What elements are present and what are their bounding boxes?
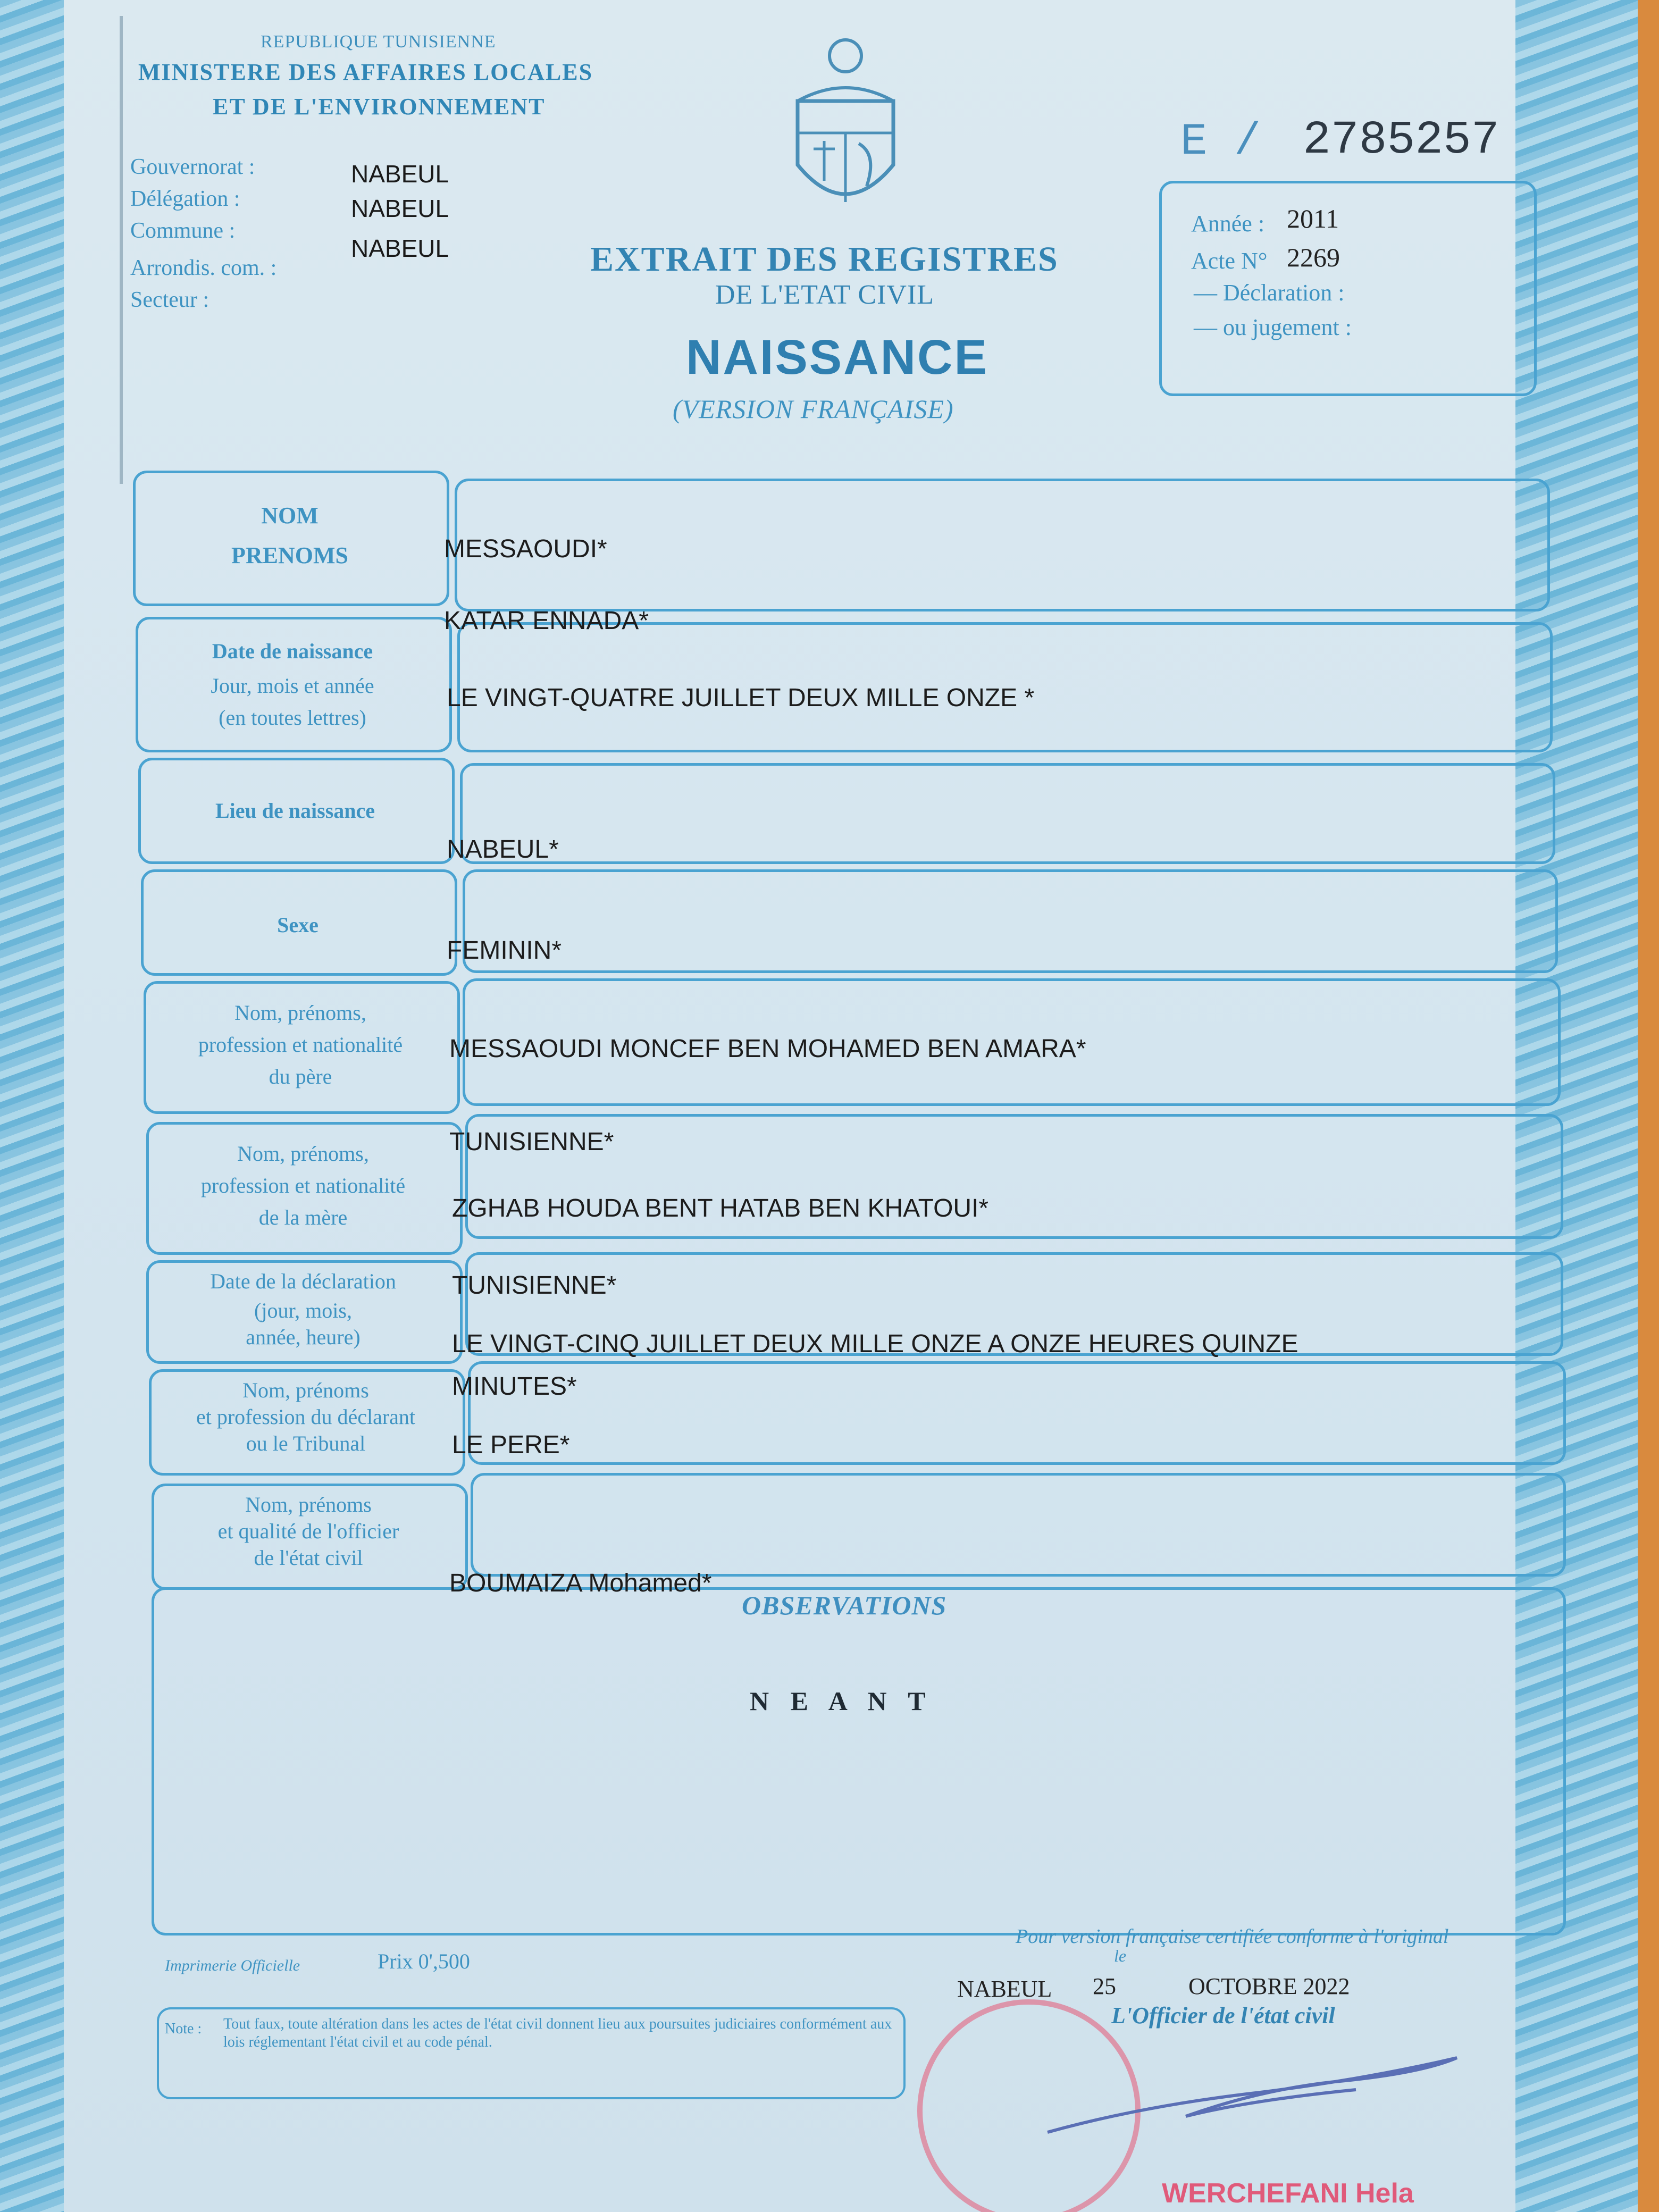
imprimerie-label: Imprimerie Officielle	[165, 1957, 300, 1974]
prenoms-label: PRENOMS	[231, 542, 348, 568]
decl-label1: Date de la déclaration	[210, 1269, 396, 1293]
prenoms-value: KATAR ENNADA*	[444, 607, 649, 635]
value-box-declarant	[468, 1361, 1566, 1465]
officier-label2: et qualité de l'officier	[217, 1519, 399, 1543]
label-box-nom	[133, 471, 449, 606]
pere-label1: Nom, prénoms,	[234, 1001, 366, 1025]
prix-label: Prix 0',500	[378, 1949, 470, 1973]
officer-title: L'Officier de l'état civil	[1111, 2002, 1335, 2029]
date-sublabel2: (en toutes lettres)	[219, 706, 366, 730]
mere-nationality: TUNISIENNE*	[452, 1271, 617, 1300]
date-value: LE VINGT-QUATRE JUILLET DEUX MILLE ONZE *	[447, 684, 1035, 712]
header-divider	[120, 16, 123, 484]
note-text: Tout faux, toute altération dans les actes de l'état civil donnent lieu aux poursuites judiciaires conformément aux lois réglementant l'état civil et au code pénal.	[223, 2016, 892, 2050]
acte-value: 2269	[1287, 242, 1340, 272]
declarant-label2: et profession du déclarant	[196, 1405, 416, 1429]
coat-of-arms-icon	[776, 27, 915, 229]
officier-value: BOUMAIZA Mohamed*	[449, 1569, 712, 1597]
ministry-line1: MINISTERE DES AFFAIRES LOCALES	[138, 59, 593, 85]
republic-label: REPUBLIQUE TUNISIENNE	[261, 32, 496, 52]
annee-label: Année :	[1191, 211, 1265, 237]
decl-label2: (jour, mois,	[254, 1298, 352, 1322]
arrondis-label: Arrondis. com. :	[130, 256, 277, 280]
nom-value: MESSAOUDI*	[444, 535, 607, 563]
declarant-label1: Nom, prénoms	[242, 1378, 369, 1402]
place-value: NABEUL	[957, 1976, 1052, 2002]
serial-number: 2785257	[1303, 114, 1499, 167]
declaration-value-cont: MINUTES*	[452, 1372, 577, 1401]
officier-label1: Nom, prénoms	[245, 1493, 372, 1516]
certified-text: Pour version française certifiée conforme à l'original	[1016, 1925, 1449, 1948]
declarant-value: LE PERE*	[452, 1431, 570, 1459]
observations-box	[152, 1587, 1566, 1936]
declarant-label3: ou le Tribunal	[246, 1431, 366, 1455]
serial-prefix: E /	[1180, 117, 1261, 167]
delegation-label: Délégation :	[130, 187, 240, 211]
declaration-label: — Déclaration :	[1194, 280, 1345, 306]
title-line2: DE L'ETAT CIVIL	[715, 280, 935, 310]
commune-label: Commune :	[130, 219, 236, 243]
title-version: (VERSION FRANÇAISE)	[673, 394, 954, 424]
gouvernorat-label: Gouvernorat :	[130, 155, 255, 179]
mere-label2: profession et nationalité	[200, 1174, 406, 1197]
pere-nationality: TUNISIENNE*	[449, 1128, 614, 1156]
delegation-value: NABEUL	[351, 195, 449, 222]
note-label: Note :	[165, 2021, 202, 2037]
date-month-year: OCTOBRE 2022	[1188, 1973, 1350, 1999]
value-box-officier	[471, 1473, 1566, 1577]
sexe-value: FEMININ*	[447, 936, 562, 965]
jugement-label: — ou jugement :	[1194, 314, 1352, 340]
signatory-name: WERCHEFANI Hela	[1162, 2178, 1414, 2209]
value-box-lieu	[460, 763, 1555, 864]
pere-label2: profession et nationalité	[198, 1033, 403, 1057]
pere-label3: du père	[269, 1065, 332, 1088]
decl-label3: année, heure)	[246, 1325, 361, 1349]
secteur-label: Secteur :	[130, 288, 210, 312]
sexe-label: Sexe	[277, 913, 319, 937]
pere-value: MESSAOUDI MONCEF BEN MOHAMED BEN AMARA*	[449, 1035, 1086, 1063]
officier-label3: de l'état civil	[254, 1546, 363, 1570]
acte-label: Acte N°	[1191, 248, 1268, 274]
ministry-line2: ET DE L'ENVIRONNEMENT	[213, 94, 546, 120]
date-sublabel: Jour, mois et année	[211, 674, 374, 698]
lieu-value: NABEUL*	[447, 835, 559, 864]
observations-title: OBSERVATIONS	[742, 1590, 947, 1620]
mere-label1: Nom, prénoms,	[237, 1142, 369, 1166]
observations-value: N E A N T	[750, 1686, 933, 1716]
le-label: le	[1114, 1946, 1127, 1965]
title-naissance: NAISSANCE	[686, 330, 988, 384]
title-line1: EXTRAIT DES REGISTRES	[590, 240, 1059, 279]
declaration-value: LE VINGT-CINQ JUILLET DEUX MILLE ONZE A ONZE HEURES QUINZE	[452, 1330, 1298, 1358]
gouvernorat-value: NABEUL	[351, 160, 449, 188]
value-box-nom	[455, 479, 1550, 611]
date-label: Date de naissance	[212, 639, 373, 663]
mere-label3: de la mère	[258, 1205, 348, 1229]
commune-value: NABEUL	[351, 234, 449, 262]
nom-label: NOM	[261, 502, 319, 529]
annee-value: 2011	[1287, 204, 1339, 233]
value-box-sexe	[463, 869, 1558, 973]
mere-value: ZGHAB HOUDA BENT HATAB BEN KHATOUI*	[452, 1194, 989, 1222]
date-day: 25	[1093, 1973, 1116, 1999]
lieu-label: Lieu de naissance	[215, 799, 375, 823]
signature-icon	[1037, 2042, 1473, 2148]
left-guilloche-border	[0, 0, 64, 2212]
